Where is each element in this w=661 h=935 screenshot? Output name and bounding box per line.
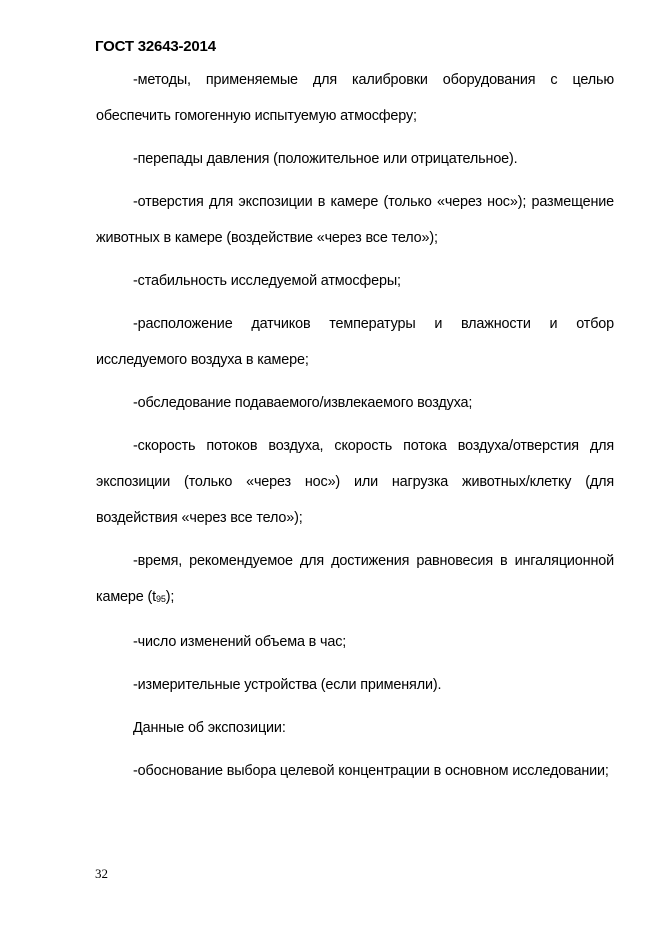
paragraph-atmosphere-stability: -стабильность исследуемой атмосферы; <box>133 273 401 289</box>
page-number: 32 <box>95 866 108 881</box>
paragraph-volume-changes: -число изменений объема в час; <box>133 634 347 650</box>
paragraph-exposure-data-heading: Данные об экспозиции: <box>133 720 286 736</box>
document-header: ГОСТ 32643-2014 <box>95 38 216 55</box>
paragraph-airflow-rate: -скорость потоков воздуха, скорость потока воздуха/отверстия для экспозиции (только «через нос») или нагрузка животных/клетку (для воздействия «через все тело»); <box>96 438 614 526</box>
paragraph-target-concentration: -обоснование выбора целевой концентрации в основном исследовании; <box>133 763 609 779</box>
paragraph-calibration-methods: -методы, применяемые для калибровки оборудования с целью обеспечить гомогенную испытуемую атмосферу; <box>96 72 614 124</box>
paragraph-sensor-placement: -расположение датчиков температуры и влажности и отбор исследуемого воздуха в камере; <box>96 316 614 368</box>
paragraph-pressure-differences: -перепады давления (положительное или отрицательное). <box>133 151 518 167</box>
equilibrium-text: -время, рекомендуемое для достижения равновесия в ингаляционной камере (t <box>96 553 614 605</box>
paragraph-measuring-devices: -измерительные устройства (если применяли). <box>133 677 442 693</box>
equilibrium-text-end: ); <box>165 589 175 605</box>
equilibrium-subscript: 95 <box>155 594 166 604</box>
paragraph-air-survey: -обследование подаваемого/извлекаемого воздуха; <box>133 395 473 411</box>
document-body <box>96 62 614 789</box>
paragraph-equilibrium-time <box>96 543 614 617</box>
paragraph-exposure-ports: -отверстия для экспозиции в камере (только «через нос»); размещение животных в камере (воздействие «через все тело»); <box>96 194 614 246</box>
